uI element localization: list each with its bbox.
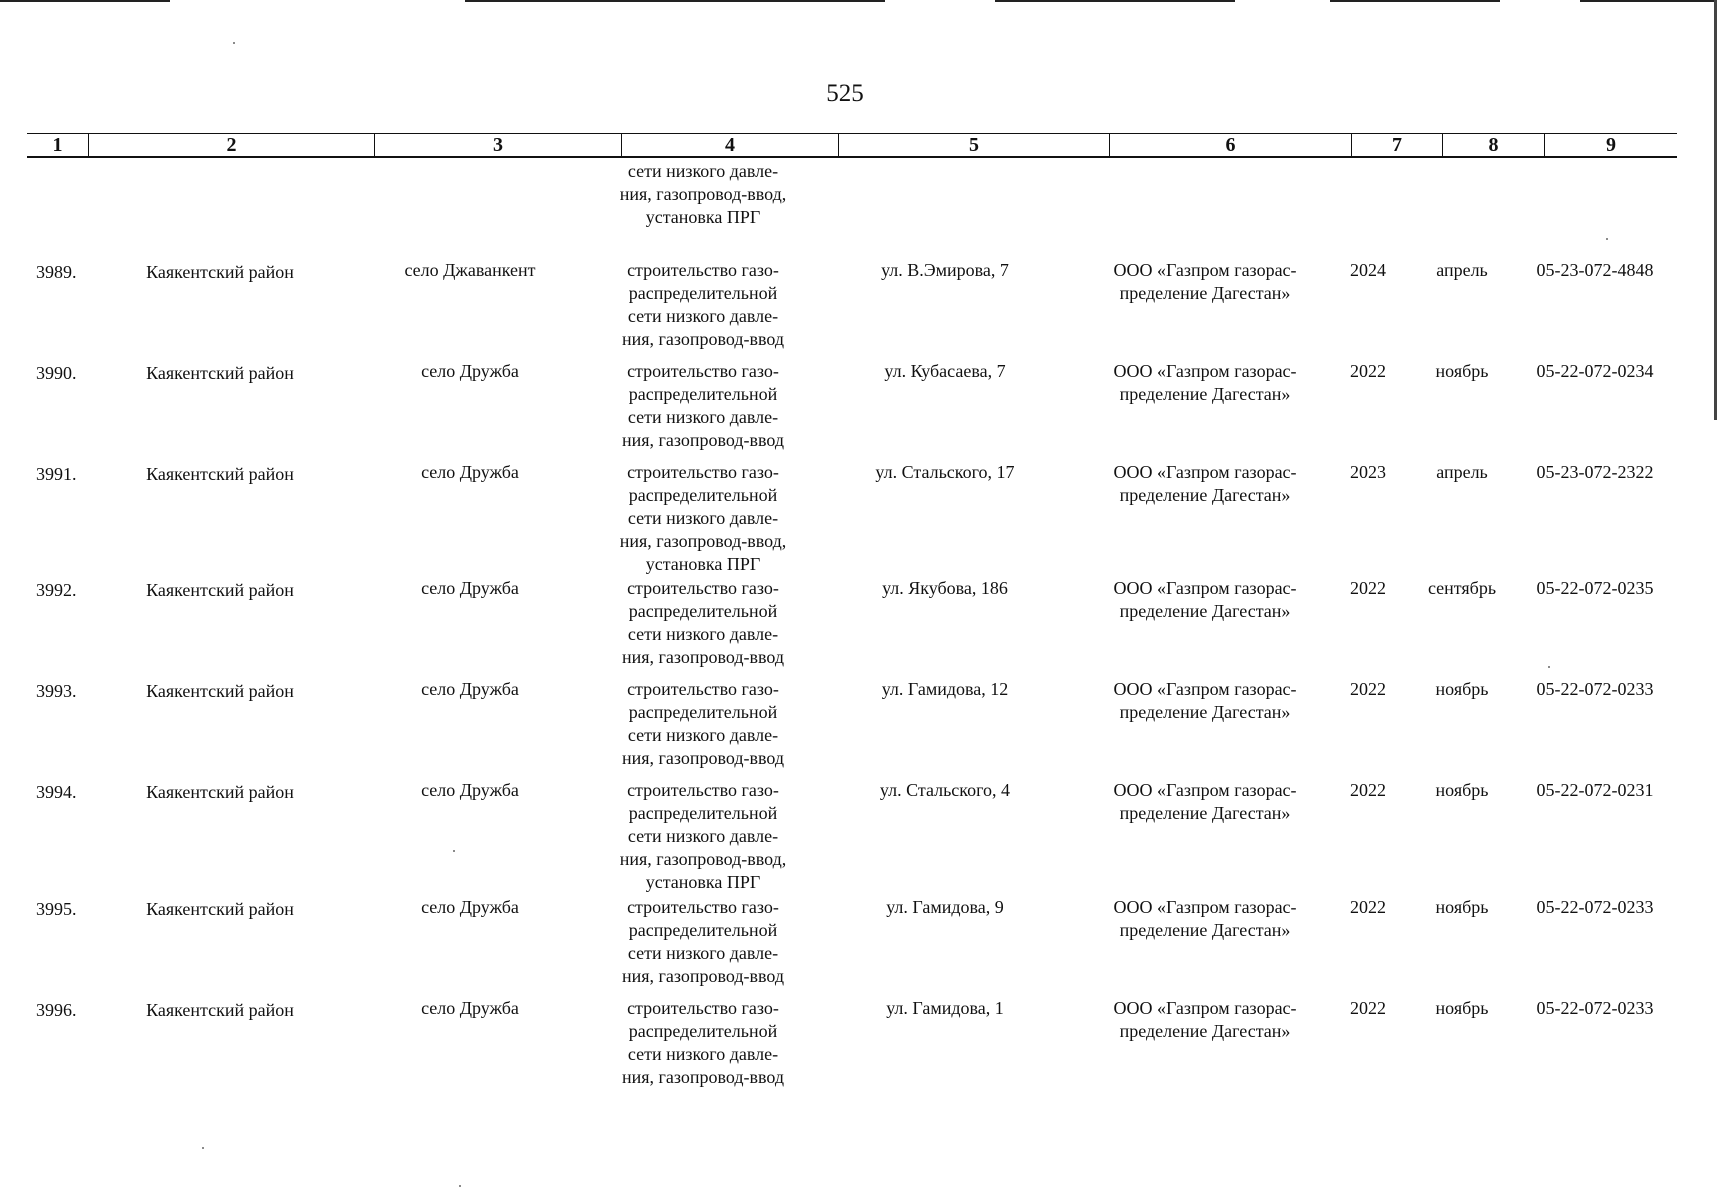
text-line: пределение Дагестан» — [1119, 803, 1291, 823]
scan-edge-line — [0, 0, 170, 2]
district: Каякентский район — [146, 363, 294, 383]
text-line: пределение Дагестан» — [1119, 702, 1291, 722]
text-line: распределительной — [628, 1021, 778, 1041]
organization — [1085, 896, 1325, 942]
text-line: установка ПРГ — [645, 554, 761, 574]
row-number: 3990. — [36, 363, 77, 383]
organization — [1085, 678, 1325, 724]
district: Каякентский район — [146, 782, 294, 802]
year: 2023 — [1350, 462, 1386, 482]
row-number: 3989. — [36, 262, 77, 282]
scan-edge-line — [1580, 0, 1717, 2]
village: село Дружба — [421, 897, 519, 917]
registration-code: 05-23-072-2322 — [1536, 462, 1654, 482]
row-number: 3991. — [36, 464, 77, 484]
row-number: 3992. — [36, 580, 77, 600]
text-line: ООО «Газпром газорас- — [1113, 462, 1297, 482]
district: Каякентский район — [146, 262, 294, 282]
column-header: 3 — [374, 134, 621, 156]
text-line: ния, газопровод-ввод, — [619, 531, 787, 551]
text-line: пределение Дагестан» — [1119, 1021, 1291, 1041]
work-description — [593, 577, 813, 669]
scan-speck — [453, 850, 455, 852]
column-header: 8 — [1442, 134, 1544, 156]
year: 2022 — [1350, 679, 1386, 699]
month: апрель — [1436, 260, 1488, 280]
column-header: 9 — [1544, 134, 1677, 156]
text-line: распределительной — [628, 283, 778, 303]
year: 2022 — [1350, 897, 1386, 917]
text-line: сети низкого давле- — [627, 306, 779, 326]
month: ноябрь — [1435, 361, 1489, 381]
registration-code: 05-22-072-0233 — [1536, 998, 1654, 1018]
text-line: строительство газо- — [627, 679, 779, 699]
row-number: 3993. — [36, 681, 77, 701]
district: Каякентский район — [146, 464, 294, 484]
table-header — [27, 133, 1677, 158]
district: Каякентский район — [146, 1000, 294, 1020]
organization — [1085, 779, 1325, 825]
registration-code: 05-22-072-0231 — [1536, 780, 1654, 800]
text-line: ния, газопровод-ввод — [621, 748, 785, 768]
year: 2022 — [1350, 998, 1386, 1018]
text-line: сети низкого давле- — [627, 1044, 779, 1064]
text-line: сети низкого давле- — [627, 407, 779, 427]
organization — [1085, 997, 1325, 1043]
text-line: сети низкого давле- — [627, 161, 779, 181]
year: 2022 — [1350, 780, 1386, 800]
month: ноябрь — [1435, 679, 1489, 699]
work-description — [593, 461, 813, 576]
month: апрель — [1436, 462, 1488, 482]
text-line: распределительной — [628, 920, 778, 940]
text-line: ООО «Газпром газорас- — [1113, 260, 1297, 280]
organization — [1085, 259, 1325, 305]
text-line: сети низкого давле- — [627, 624, 779, 644]
organization — [1085, 360, 1325, 406]
text-line: ния, газопровод-ввод, — [619, 184, 787, 204]
address: ул. Гамидова, 1 — [886, 998, 1004, 1018]
column-header: 4 — [621, 134, 838, 156]
column-header: 1 — [52, 134, 63, 156]
address: ул. Гамидова, 12 — [881, 679, 1009, 699]
scan-speck — [202, 1147, 204, 1149]
scan-speck — [459, 1185, 461, 1187]
text-line: сети низкого давле- — [627, 826, 779, 846]
text-line: ния, газопровод-ввод, — [619, 849, 787, 869]
column-header: 6 — [1109, 134, 1351, 156]
text-line: ния, газопровод-ввод — [621, 966, 785, 986]
text-line: ООО «Газпром газорас- — [1113, 679, 1297, 699]
continued-work-description — [593, 160, 813, 229]
text-line: ния, газопровод-ввод — [621, 1067, 785, 1087]
text-line: установка ПРГ — [645, 872, 761, 892]
text-line: строительство газо- — [627, 361, 779, 381]
text-line: строительство газо- — [627, 462, 779, 482]
text-line: ООО «Газпром газорас- — [1113, 578, 1297, 598]
text-line: пределение Дагестан» — [1119, 601, 1291, 621]
village: село Дружба — [421, 998, 519, 1018]
village: село Дружба — [421, 780, 519, 800]
year: 2024 — [1350, 260, 1386, 280]
scan-edge-line — [465, 0, 885, 2]
village: село Дружба — [421, 679, 519, 699]
scan-speck — [1548, 666, 1550, 668]
column-header: 5 — [838, 134, 1109, 156]
text-line: пределение Дагестан» — [1119, 384, 1291, 404]
column-header: 2 — [88, 134, 374, 156]
text-line: распределительной — [628, 702, 778, 722]
text-line: ния, газопровод-ввод — [621, 430, 785, 450]
month: ноябрь — [1435, 998, 1489, 1018]
text-line: распределительной — [628, 485, 778, 505]
text-line: строительство газо- — [627, 998, 779, 1018]
text-line: ООО «Газпром газорас- — [1113, 780, 1297, 800]
address: ул. Стальского, 4 — [879, 780, 1011, 800]
text-line: ООО «Газпром газорас- — [1113, 897, 1297, 917]
text-line: распределительной — [628, 601, 778, 621]
registration-code: 05-22-072-0233 — [1536, 679, 1654, 699]
registration-code: 05-22-072-0234 — [1536, 361, 1654, 381]
page-number: 525 — [826, 80, 864, 107]
work-description — [593, 678, 813, 770]
text-line: установка ПРГ — [645, 207, 761, 227]
year: 2022 — [1350, 578, 1386, 598]
work-description — [593, 259, 813, 351]
text-line: сети низкого давле- — [627, 508, 779, 528]
text-line: строительство газо- — [627, 897, 779, 917]
text-line: распределительной — [628, 803, 778, 823]
registration-code: 05-22-072-0233 — [1536, 897, 1654, 917]
row-number: 3996. — [36, 1000, 77, 1020]
month: ноябрь — [1435, 780, 1489, 800]
work-description — [593, 997, 813, 1089]
text-line: ООО «Газпром газорас- — [1113, 361, 1297, 381]
text-line: строительство газо- — [627, 780, 779, 800]
district: Каякентский район — [146, 899, 294, 919]
text-line: ния, газопровод-ввод — [621, 329, 785, 349]
text-line: пределение Дагестан» — [1119, 283, 1291, 303]
text-line: пределение Дагестан» — [1119, 920, 1291, 940]
text-line: строительство газо- — [627, 260, 779, 280]
village: село Дружба — [421, 578, 519, 598]
text-line: ООО «Газпром газорас- — [1113, 998, 1297, 1018]
year: 2022 — [1350, 361, 1386, 381]
address: ул. Гамидова, 9 — [886, 897, 1004, 917]
text-line: строительство газо- — [627, 578, 779, 598]
scan-edge-line — [995, 0, 1235, 2]
scan-speck — [1606, 238, 1608, 240]
organization — [1085, 461, 1325, 507]
work-description — [593, 896, 813, 988]
registration-code: 05-23-072-4848 — [1536, 260, 1654, 280]
month: сентябрь — [1427, 578, 1497, 598]
scan-speck — [233, 42, 235, 44]
text-line: пределение Дагестан» — [1119, 485, 1291, 505]
registration-code: 05-22-072-0235 — [1536, 578, 1654, 598]
address: ул. Стальского, 17 — [875, 462, 1015, 482]
text-line: сети низкого давле- — [627, 725, 779, 745]
organization — [1085, 577, 1325, 623]
text-line: сети низкого давле- — [627, 943, 779, 963]
work-description — [593, 360, 813, 452]
address: ул. В.Эмирова, 7 — [881, 260, 1009, 280]
work-description — [593, 779, 813, 894]
village: село Дружба — [421, 462, 519, 482]
column-header: 7 — [1351, 134, 1442, 156]
village: село Джаванкент — [404, 260, 536, 280]
district: Каякентский район — [146, 580, 294, 600]
address: ул. Якубова, 186 — [882, 578, 1008, 598]
row-number: 3995. — [36, 899, 77, 919]
address: ул. Кубасаева, 7 — [884, 361, 1006, 381]
scan-edge-line — [1330, 0, 1500, 2]
text-line: ния, газопровод-ввод — [621, 647, 785, 667]
month: ноябрь — [1435, 897, 1489, 917]
row-number: 3994. — [36, 782, 77, 802]
text-line: распределительной — [628, 384, 778, 404]
village: село Дружба — [421, 361, 519, 381]
district: Каякентский район — [146, 681, 294, 701]
